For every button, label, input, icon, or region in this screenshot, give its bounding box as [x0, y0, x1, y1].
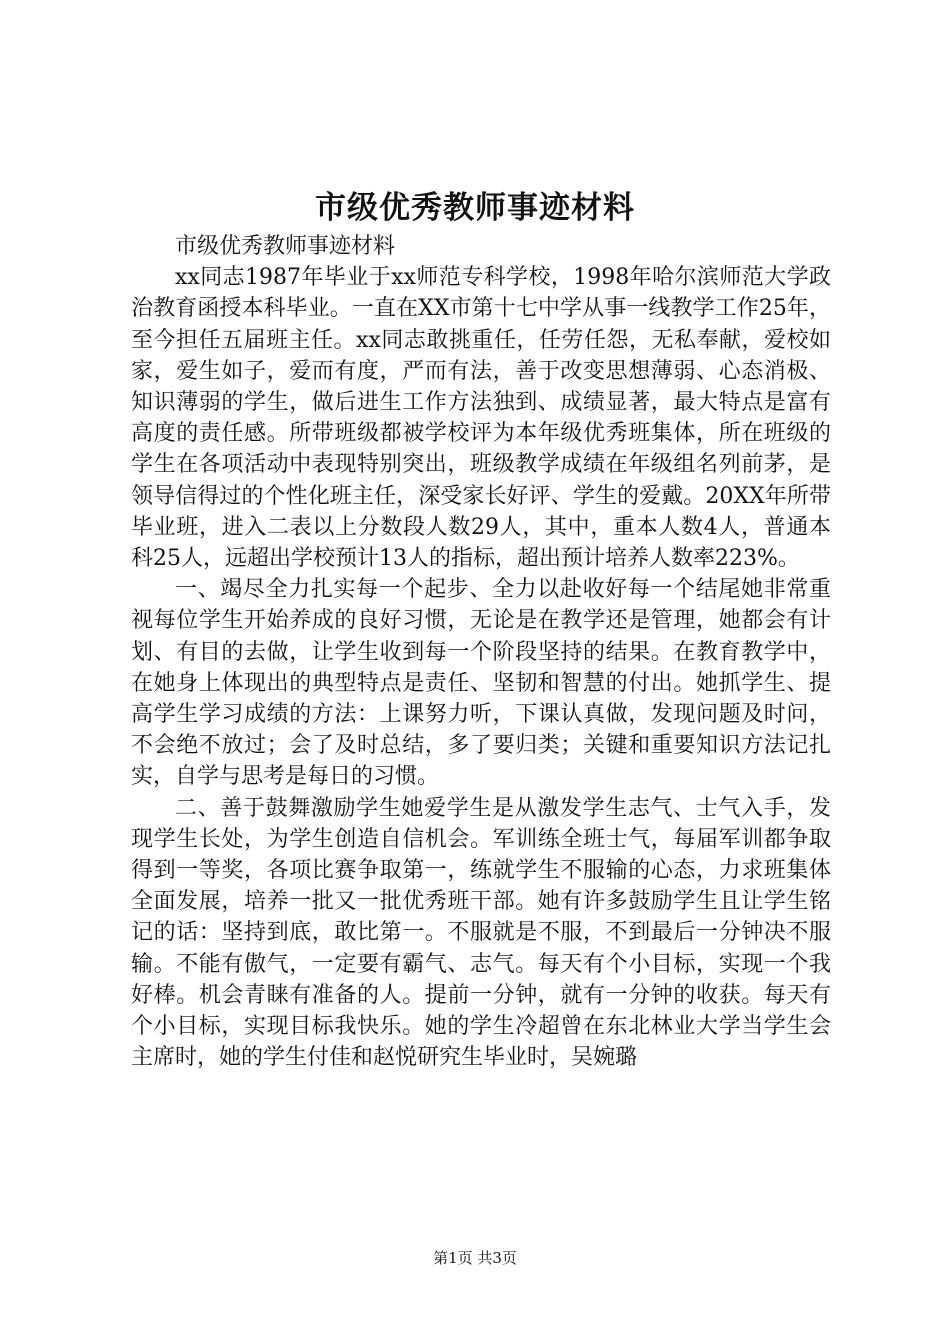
section-two-paragraph: 二、善于鼓舞激励学生她爱学生是从激发学生志气、士气入手，发现学生长处，为学生创造自信机会。军训练全班士气，每届军训都争取得到一等奖，各项比赛争取第一，练就学生不服输的心态，力求班集体全面发展，培养一批又一批优秀班干部。她有许多鼓励学生且让学生铭记的话：坚持到底，敢比第一。不服就是不服，不到最后一分钟决不服输。不能有傲气，一定要有霸气、志气。每天有个小目标，实现一个我好棒。机会青睐有准备的人。提前一分钟，就有一分钟的收获。每天有个小目标，实现目标我快乐。她的学生冷超曾在东北林业大学当学生会主席时，她的学生付佳和赵悦研究生毕业时，吴婉璐 — [131, 795, 831, 1071]
subtitle-paragraph: 市级优秀教师事迹材料 — [175, 234, 396, 259]
document-body — [131, 231, 831, 1073]
section-one-paragraph: 一、竭尽全力扎实每一个起步、全力以赴收好每一个结尾她非常重视每位学生开始养成的良好习惯，无论是在教学还是管理，她都会有计划、有目的去做，让学生收到每一个阶段坚持的结果。在教育教学中，在她身上体现出的典型特点是责任、坚韧和智慧的付出。她抓学生、提高学生学习成绩的方法：上课努力听，下课认真做，发现问题及时问，不会绝不放过；会了及时总结，多了要归类；关键和重要知识方法记扎实，自学与思考是每日的习惯。 — [131, 577, 831, 790]
page-number-footer: 第1页 共3页 — [433, 1249, 517, 1267]
document-title: 市级优秀教师事迹材料 — [315, 190, 635, 226]
intro-paragraph: xx同志1987年毕业于xx师范专科学校，1998年哈尔滨师范大学政治教育函授本科毕业。一直在XX市第十七中学从事一线教学工作25年，至今担任五届班主任。xx同志敢挑重任，任劳任怨，无私奉献，爱校如家，爱生如子，爱而有度，严而有法，善于改变思想薄弱、心态消极、知识薄弱的学生，做后进生工作方法独到、成绩显著，最大特点是富有高度的责任感。所带班级都被学校评为本年级优秀班集体，所在班级的学生在各项活动中表现特别突出，班级教学成绩在年级组名列前茅，是领导信得过的个性化班主任，深受家长好评、学生的爱戴。20XX年所带毕业班，进入二表以上分数段人数29人，其中，重本人数4人，普通本科25人，远超出学校预计13人的指标，超出预计培养人数率223%。 — [131, 265, 831, 572]
